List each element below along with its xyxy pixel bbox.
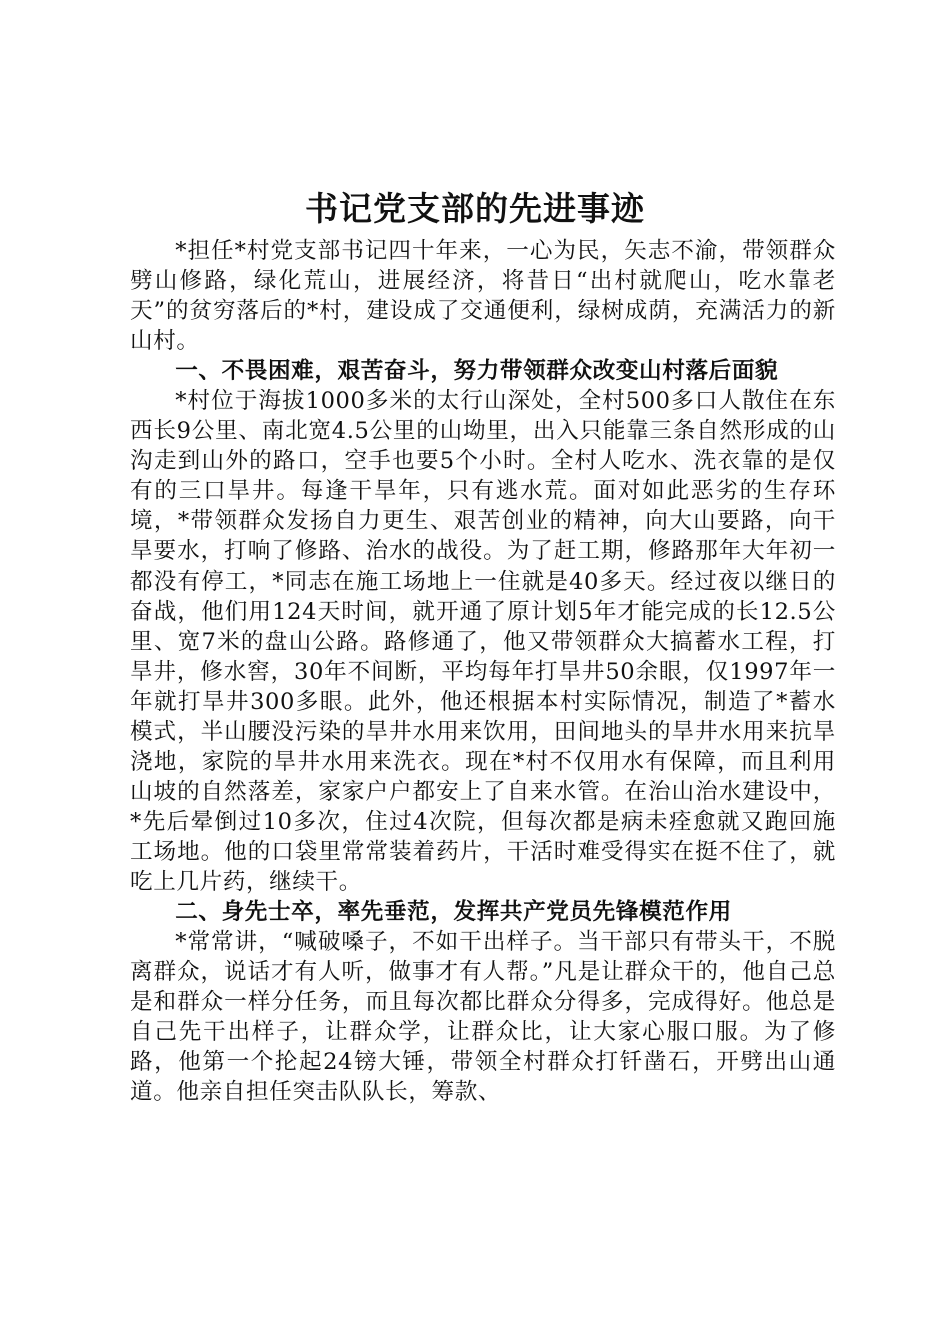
document-title: 书记党支部的先进事迹 [305, 189, 645, 228]
section-1-paragraph: *村位于海拔1000多米的太行山深处，全村500多口人散住在东西长9公里、南北宽4.5公里的山坳里，出入只能靠三条自然形成的山沟走到山外的路口，空手也要5个小时。全村人吃水、洗衣靠的是仅有的三口旱井。每逢干旱年，只有逃水荒。面对如此恶劣的生存环境，*带领群众发扬自力更生、艰苦创业的精神，向大山要路，向干旱要水，打响了修路、治水的战役。为了赶工期，修路那年大年初一都没有停工，*同志在施工场地上一住就是40多天。经过夜以继日的奋战，他们用124天时间，就开通了原计划5年才能完成的长12.5公里、宽7米的盘山公路。路修通了，他又带领群众大搞蓄水工程，打旱井，修水窖，30年不间断，平均每年打旱井50余眼，仅1997年一年就打旱井300多眼。此外，他还根据本村实际情况，制造了*蓄水模式，半山腰没污染的旱井水用来饮用，田间地头的旱井水用来抗旱浇地，家院的旱井水用来洗衣。现在*村不仅用水有保障，而且利用山坡的自然落差，家家户户都安上了自来水管。在治山治水建设中，*先后晕倒过10多次，住过4次院，但每次都是病未痊愈就又跑回施工场地。他的口袋里常常装着药片，干活时难受得实在挺不住了，就吃上几片药，继续干。 [130, 388, 836, 895]
document-body [130, 236, 836, 1107]
intro-paragraph: *担任*村党支部书记四十年来，一心为民，矢志不渝，带领群众劈山修路，绿化荒山，进展经济，将昔日“出村就爬山，吃水靠老天”的贫穷落后的*村，建设成了交通便利，绿树成荫，充满活力的新山村。 [130, 238, 836, 355]
section-heading-1: 一、不畏困难，艰苦奋斗，努力带领群众改变山村落后面貌 [175, 358, 779, 385]
section-heading-2: 二、身先士卒，率先垂范，发挥共产党员先锋模范作用 [175, 899, 732, 926]
section-2-paragraph: *常常讲，“喊破嗓子，不如干出样子。当干部只有带头干，不脱离群众，说话才有人听，做事才有人帮。”凡是让群众干的，他自己总是和群众一样分任务，而且每次都比群众分得多，完成得好。他总是自己先干出样子，让群众学，让群众比，让大家心服口服。为了修路，他第一个抡起24镑大锤，带领全村群众打钎凿石，开劈出山通道。他亲自担任突击队队长，筹款、 [130, 929, 836, 1106]
